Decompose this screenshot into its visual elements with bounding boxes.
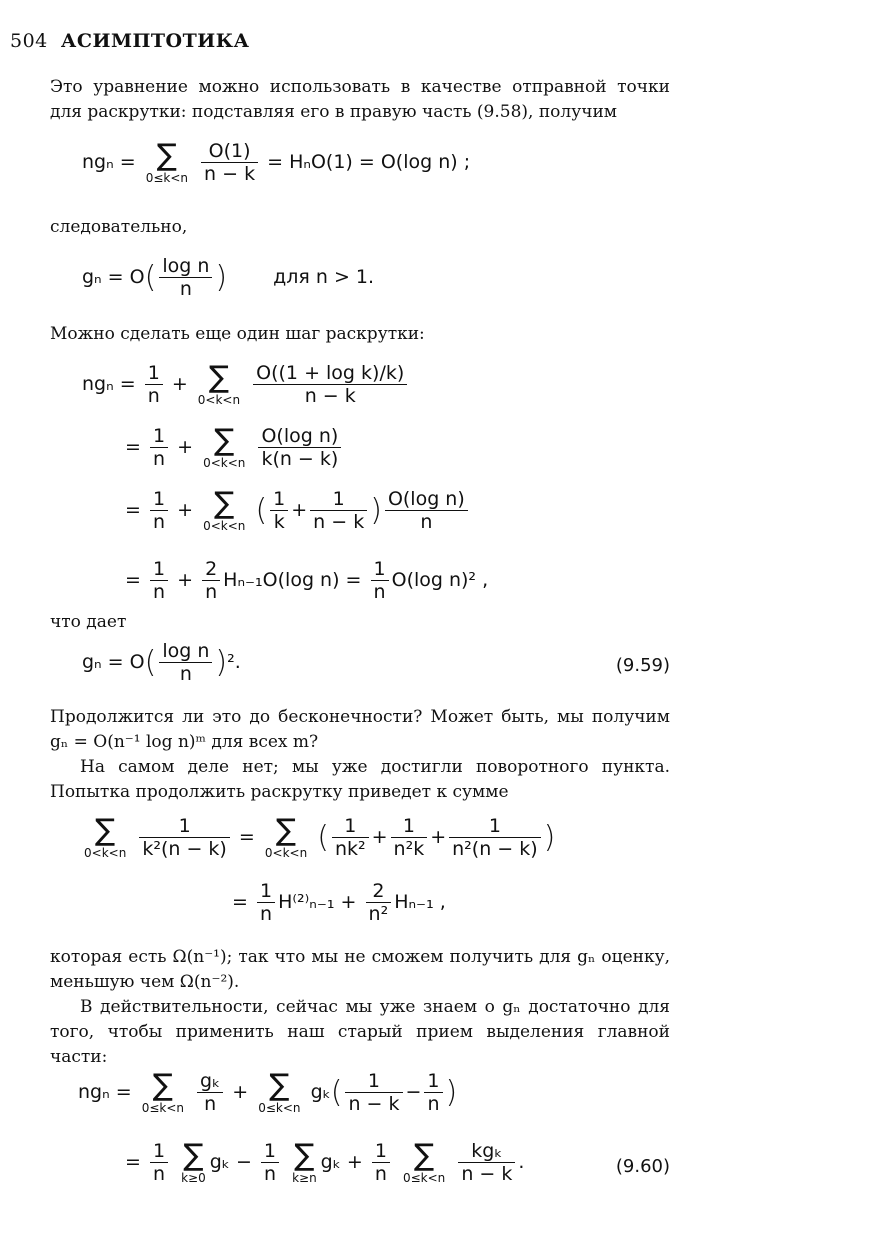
paragraph-1: Это уравнение можно использовать в качестве отправной точки для раскрутки: подставляя его в правую часть (9.58), получим [50,77,670,122]
eq1-rhs: = HₙO(1) = O(log n) ; [267,151,471,173]
equation-6-line-1: ngₙ = ∑ 0≤k<n $\frac{\text{gₖ}}{n}$ + ∑ 0≤k<n gₖ( $\frac{1}{n - k}$ − $\frac{1}{n}$ ) [78,1067,458,1115]
equation-6-line-2: = $\frac{1}{n}$ ∑ k≥0 gₖ − $\frac{1}{n}$ ∑ k≥n gₖ + $\frac{1}{n}$ ∑ 0≤k<n $\frac{\text{kgₖ}}{n - k}$ . [125,1137,525,1185]
paragraph-3: Можно сделать еще один шаг раскрутки: [50,324,425,344]
equation-1 [82,137,471,185]
equation-3-line-3: = $\frac{1}{n}$ + ∑ 0<k<n ( $\frac{1}{k}$ + $\frac{1}{n - k}$ ) $\frac{\text{O(log n)}}{n}$ [125,488,471,533]
eq1-lhs: ngₙ = [82,151,136,173]
equation-3-line-2: = $\frac{1}{n}$ + ∑ 0<k<n $\frac{\text{O(log n)}}{k(n - k)}$ [125,425,344,470]
page-number: 504 [10,30,48,52]
equation-2: gₙ = O( $\frac{\text{log n}}{n}$ ) для n > 1. [82,255,375,300]
eq1-fraction: $\frac{O(1)}{n - k}$ [201,140,258,185]
eq2-lhs: gₙ = O [82,266,145,288]
eq2-fraction: $\frac{\text{log n}}{n}$ [159,255,212,300]
equation-4: gₙ = O( $\frac{\text{log n}}{n}$ )². [82,640,241,685]
paragraph-6: На самом деле нет; мы уже достигли поворотного пункта. Попытка продолжить раскрутку приведет к сумме [50,757,670,802]
eq1-sum: ∑ 0≤k<n [145,137,188,185]
running-header [10,30,249,52]
equation-3-line-4: = $\frac{1}{n}$ + $\frac{2}{n}$ Hₙ₋₁O(log n) = $\frac{1}{n}$ O(log n)² , [125,558,489,603]
eq2-condition: для n > 1. [273,266,375,288]
equation-number-9-60: (9.60) [615,1156,670,1177]
paragraph-2: следовательно, [50,217,188,237]
equation-number-9-59: (9.59) [615,655,670,676]
equation-3-line-1: ngₙ = $\frac{1}{n}$ + ∑ 0<k<n $\frac{\text{O((1 + log k)/k)}}{n - k}$ [82,362,410,407]
chapter-title: АСИМПТОТИКА [60,30,250,52]
paragraph-8: В действительности, сейчас мы уже знаем о gₙ достаточно для того, чтобы применить наш старый прием выделения главной части: [50,997,670,1067]
equation-5-line-2: = $\frac{1}{n}$ H⁽²⁾ₙ₋₁ + $\frac{2}{\text{n²}}$ Hₙ₋₁ , [232,880,446,925]
paragraph-7: которая есть Ω(n⁻¹); так что мы не сможем получить для gₙ оценку, меньшую чем Ω(n⁻²). [50,947,670,992]
paragraph-4: что дает [50,612,127,632]
equation-5-line-1: ∑ 0<k<n $\frac{1}{\text{k²(n − k)}}$ = ∑ 0<k<n ( $\frac{1}{\text{nk²}}$ + $\frac{1}{\text{n²k}}$ + $\frac{1}{\text{n²(n − k)}}$ ) [84,812,556,860]
paragraph-5: Продолжится ли это до бесконечности? Может быть, мы получим gₙ = O(n⁻¹ log n)ᵐ для всех m? [50,707,670,752]
